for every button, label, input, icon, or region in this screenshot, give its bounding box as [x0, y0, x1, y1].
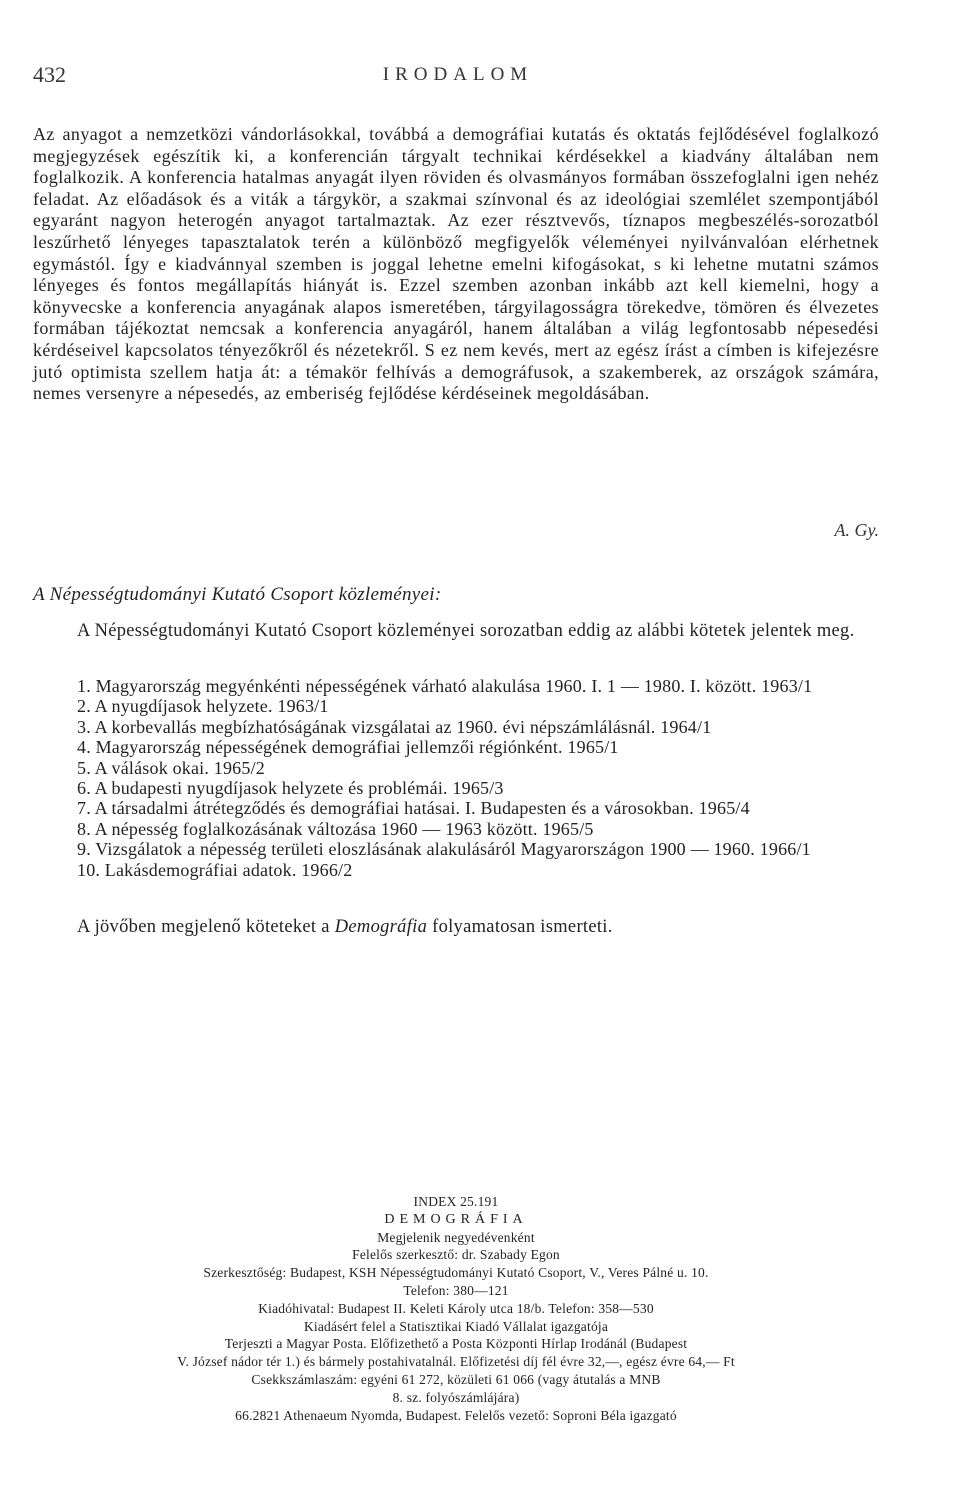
list-item: 7. A társadalmi átrétegződés és demográfiai hatásai. I. Budapesten és a városokban. 1965/4 [77, 798, 750, 819]
imprint-editorial-office: Szerkesztőség: Budapest, KSH Népességtudományi Kutató Csoport, V., Veres Pálné u. 10. [203, 1265, 709, 1281]
closing-journal-name: Demográfia [334, 917, 428, 937]
imprint-publisher: Kiadásért felel a Statisztikai Kiadó Vállalat igazgatója [303, 1318, 609, 1334]
list-item: 3. A korbevallás megbízhatóságának vizsgálatai az 1960. évi népszámlálásnál. 1964/1 [77, 716, 712, 737]
section-intro: A Népességtudományi Kutató Csoport közleményei sorozatban eddig az alábbi kötetek jelentek meg. [77, 621, 855, 641]
closing-sentence [33, 916, 879, 938]
imprint-printer: 66.2821 Athenaeum Nyomda, Budapest. Felelős vezető: Soproni Béla igazgató [235, 1407, 677, 1423]
list-item: 8. A népesség foglalkozásának változása 1960 — 1963 között. 1965/5 [77, 818, 594, 839]
imprint-account-1: Csekkszámlaszám: egyéni 61 272, közületi 61 066 (vagy átutalás a MNB [251, 1371, 661, 1387]
list-item: 9. Vizsgálatok a népesség területi eloszlásának alakulásáról Magyarországon 1900 — 1960. 1966/1 [77, 839, 811, 860]
imprint-journal-title: DEMOGRÁFIA [384, 1211, 528, 1227]
imprint-block [33, 1193, 879, 1424]
page-header [33, 62, 883, 90]
imprint-publisher-office: Kiadóhivatal: Budapest II. Keleti Károly utca 18/b. Telefon: 358—530 [258, 1300, 654, 1316]
list-item: 5. A válások okai. 1965/2 [77, 757, 265, 778]
section-title: A Népességtudományi Kutató Csoport közleményei: [33, 584, 442, 605]
list-item: 10. Lakásdemográfiai adatok. 1966/2 [77, 859, 353, 880]
review-paragraph: Az anyagot a nemzetközi vándorlásokkal, továbbá a demográfiai kutatás és oktatás fejlődésével foglalkozó megjegyzések egészítik ki, a konferencián tárgyalt technikai kérdésekkel a kiadvány általában nem foglalkozik. A konferencia hatalmas anyagát ilyen röviden és olvasmányos formában összefoglalni igen nehéz feladat. Az előadások és a viták a tárgykör, a szakmai színvonal és az ideológiai szemlélet szempontjából egyaránt nagyon heterogén anyagot tartalmaztak. Az ezer résztvevős, tíznapos megbeszélés-sorozatból leszűrhető lényeges tapasztalatok terén a különböző megfigyelők véleményei nyilvánvalóan elérhetnek egymástól. Így e kiadvánnyal szemben is joggal lehetne emelni kifogásokat, s ki lehetne mutatni számos lényeges és fontos megállapítás hiányát is. Ezzel szemben azonban inkább azt kell kiemelni, hogy a könyvecske a konferencia anyagának alapos ismeretében, tárgyilagosságra törekedve, tömören és élvezetes formában tájékoztat nemcsak a konferencia anyagáról, hanem általában a világ legfontosabb népesedési kérdéseivel kapcsolatos tényezőkről és nézetekről. S ez nem kevés, mert az egész írást a címben is kifejezésre jutó optimista szellem hatja át: a témakör felhívás a demográfusok, a szakemberek, az országok számára, nemes versenyre a népesedés, az emberiség fejlődése kérdéseinek megoldásában. [33, 124, 879, 404]
list-item: 2. A nyugdíjasok helyzete. 1963/1 [77, 696, 329, 717]
imprint-index: INDEX 25.191 [413, 1194, 499, 1209]
publication-list [33, 676, 879, 880]
imprint-editor: Felelős szerkesztő: dr. Szabady Egon [352, 1247, 560, 1263]
list-item: 6. A budapesti nyugdíjasok helyzete és problémái. 1965/3 [77, 778, 504, 799]
running-head: IRODALOM [382, 64, 534, 85]
closing-text-before: A jövőben megjelenő köteteket a [77, 917, 330, 937]
imprint-phone: Telefon: 380—121 [403, 1282, 509, 1298]
list-item: 4. Magyarország népességének demográfiai jellemzői régiónként. 1965/1 [77, 737, 619, 758]
imprint-account-2: 8. sz. folyószámlájára) [392, 1389, 520, 1405]
imprint-frequency: Megjelenik negyedévenként [377, 1229, 535, 1245]
imprint-distribution-2: V. József nádor tér 1.) és bármely postahivatalnál. Előfizetési díj fél évre 32,—, egész évre 64,— Ft [177, 1354, 735, 1370]
closing-text-after: folyamatosan ismerteti. [432, 917, 613, 937]
list-item: 1. Magyarország megyénkénti népességének várható alakulása 1960. I. 1 — 1980. I. között. 1963/1 [77, 676, 813, 696]
page-number: 432 [33, 62, 66, 87]
imprint-distribution-1: Terjeszti a Magyar Posta. Előfizethető a Posta Központi Hírlap Irodánál (Budapest [224, 1336, 688, 1352]
review-signature: A. Gy. [834, 520, 879, 540]
